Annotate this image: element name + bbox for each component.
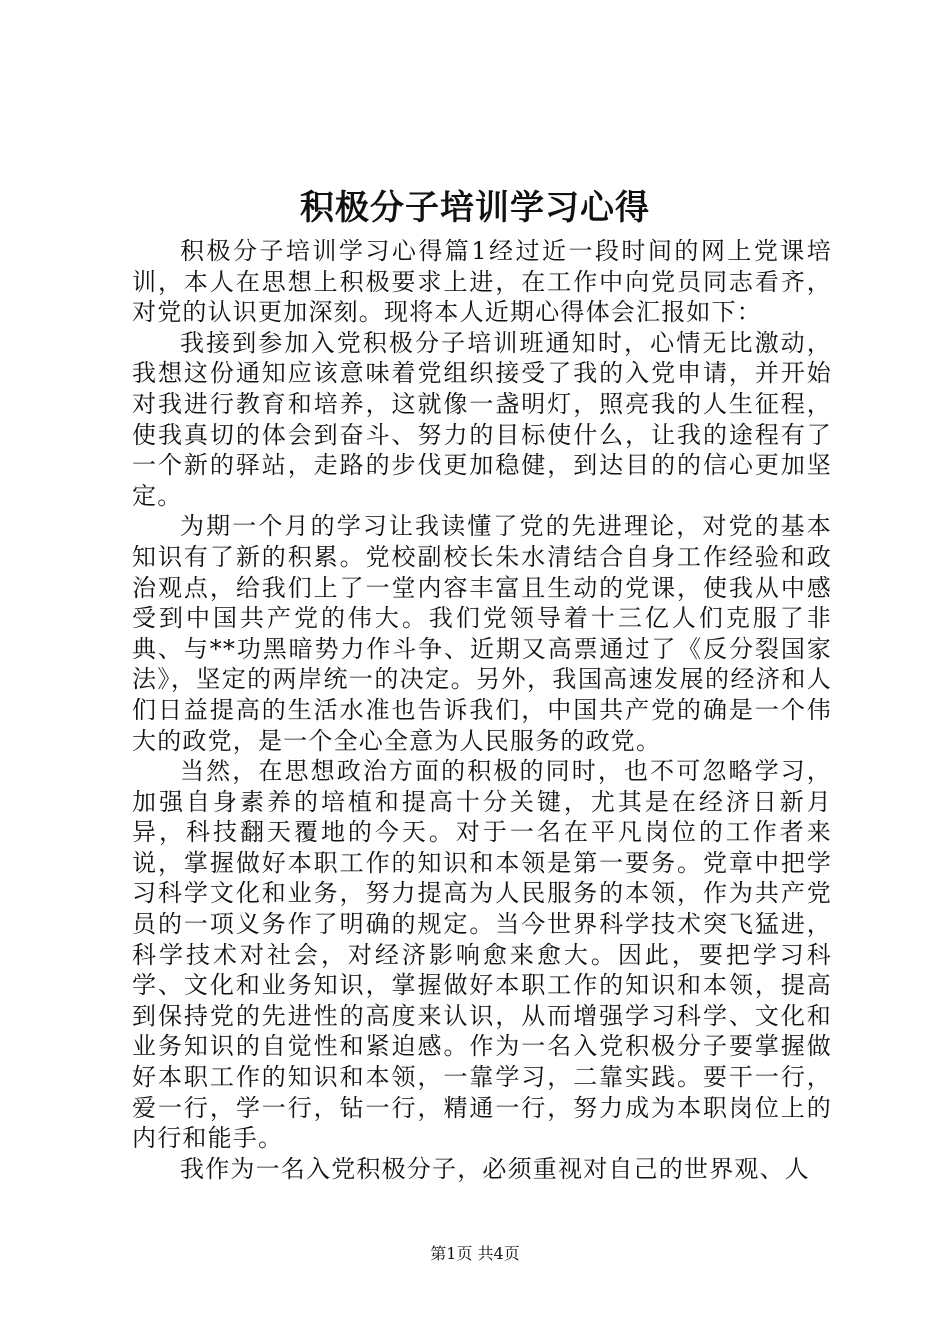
document-body: [132, 236, 832, 1184]
paragraph-3: 为期一个月的学习让我读懂了党的先进理论，对党的基本知识有了新的积累。党校副校长朱水清结合自身工作经验和政治观点，给我们上了一堂内容丰富且生动的党课，使我从中感受到中国共产党的伟大。我们党领导着十三亿人们克服了非典、与**功黑暗势力作斗争、近期又高票通过了《反分裂国家法》，坚定的两岸统一的决定。另外，我国高速发展的经济和人们日益提高的生活水准也告诉我们，中国共产党的确是一个伟大的政党，是一个全心全意为人民服务的政党。: [132, 512, 832, 755]
page-footer: 第1页 共4页: [430, 1244, 520, 1263]
paragraph-5: 我作为一名入党积极分子，必须重视对自己的世界观、人: [180, 1154, 810, 1183]
document-title: 积极分子培训学习心得: [300, 188, 650, 228]
paragraph-4: 当然，在思想政治方面的积极的同时，也不可忽略学习，加强自身素养的培植和提高十分关键，尤其是在经济日新月异，科技翻天覆地的今天。对于一名在平凡岗位的工作者来说，掌握做好本职工作的知识和本领是第一要务。党章中把学习科学文化和业务，努力提高为人民服务的本领，作为共产党员的一项义务作了明确的规定。当今世界科学技术突飞猛进，科学技术对社会，对经济影响愈来愈大。因此，要把学习科学、文化和业务知识，掌握做好本职工作的知识和本领，提高到保持党的先进性的高度来认识，从而增强学习科学、文化和业务知识的自觉性和紧迫感。作为一名入党积极分子要掌握做好本职工作的知识和本领，一靠学习，二靠实践。要干一行，爱一行，学一行，钻一行，精通一行，努力成为本职岗位上的内行和能手。: [132, 757, 832, 1153]
paragraph-1: 积极分子培训学习心得篇1经过近一段时间的网上党课培训，本人在思想上积极要求上进，在工作中向党员同志看齐，对党的认识更加深刻。现将本人近期心得体会汇报如下：: [132, 237, 832, 327]
paragraph-2: 我接到参加入党积极分子培训班通知时，心情无比激动，我想这份通知应该意味着党组织接受了我的入党申请，并开始对我进行教育和培养，这就像一盏明灯，照亮我的人生征程，使我真切的体会到奋斗、努力的目标使什么，让我的途程有了一个新的驿站，走路的步伐更加稳健，到达目的的信心更加坚定。: [132, 328, 832, 510]
